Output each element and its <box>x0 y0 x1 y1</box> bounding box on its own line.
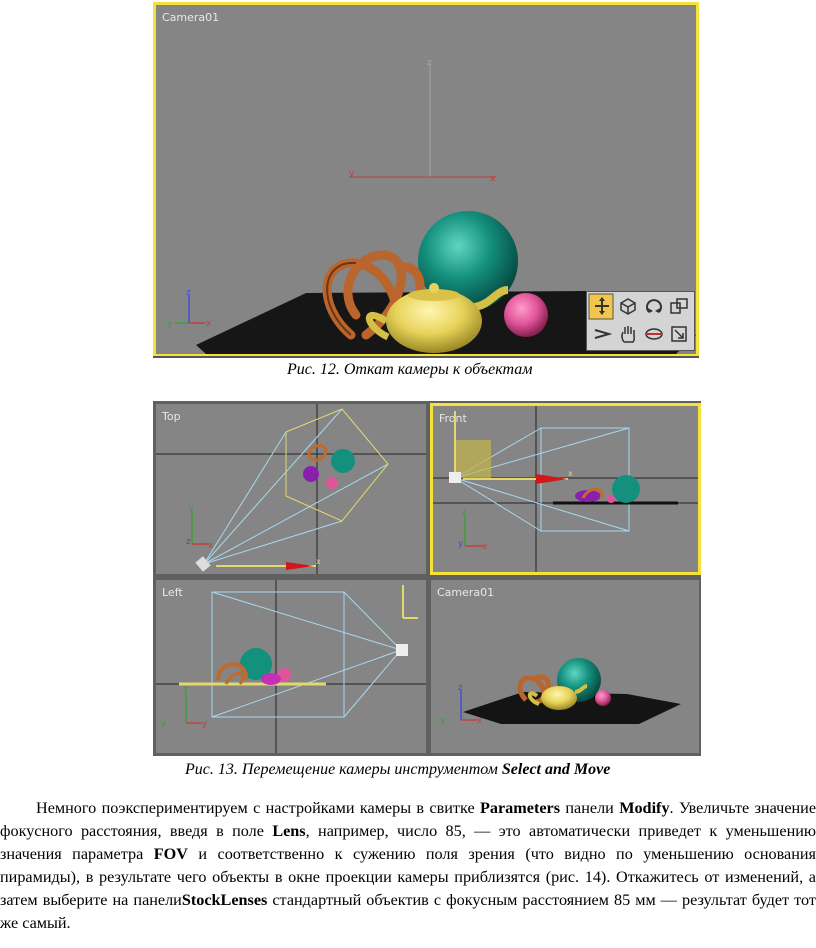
top-scene <box>156 404 426 574</box>
viewport-navigation-panel <box>586 291 695 351</box>
left-scene <box>156 580 426 753</box>
para-term-stocklenses: StockLenses <box>181 891 268 909</box>
para-text-5: и соответственно к сужению поля зрения (что видно по уменьшению основания пирамиды), в результате чего объекты в окне проекции камеры приблизятся (рис. 14). Откажитесь от изменений, а затем выберите на панели <box>0 845 816 909</box>
svg-text:z: z <box>462 507 467 517</box>
svg-text:y: y <box>167 319 173 329</box>
svg-text:x: x <box>477 716 483 726</box>
viewport-label-top: Top <box>162 410 181 423</box>
para-term-lens: Lens <box>272 822 306 840</box>
figure13-caption-tool: Select and Move <box>501 761 611 778</box>
viewport-label-camera: Camera01 <box>437 586 495 599</box>
svg-text:z: z <box>183 685 188 695</box>
figure13-caption <box>185 761 610 779</box>
svg-text:x: x <box>482 542 488 552</box>
move-icon[interactable] <box>592 296 612 316</box>
camera01-viewport-small[interactable] <box>431 580 699 753</box>
svg-text:x: x <box>316 557 321 566</box>
camera01-viewport-large[interactable] <box>153 2 699 357</box>
svg-text:y: y <box>161 719 167 729</box>
para-text-2: панели <box>560 799 620 817</box>
figure12-caption: Рис. 12. Откат камеры к объектам <box>287 361 533 378</box>
svg-text:z: z <box>186 537 191 547</box>
viewport-label-front: Front <box>439 412 467 425</box>
para-term-parameters: Parameters <box>480 799 561 817</box>
maximize-icon[interactable] <box>669 296 689 316</box>
svg-text:z: z <box>427 58 432 68</box>
para-text-6: стандартный объектив с фокусным расстоянием 85 мм — результат будет тот же самый. <box>0 891 816 932</box>
para-text-1: Немного поэкспериментируем с настройками камеры в свитке <box>36 799 481 817</box>
svg-text:y: y <box>349 169 355 179</box>
body-paragraph <box>0 797 816 935</box>
viewport-label-left: Left <box>162 586 183 599</box>
svg-text:y: y <box>458 539 464 549</box>
para-term-modify: Modify <box>619 799 670 817</box>
svg-text:y: y <box>189 503 195 513</box>
svg-text:x: x <box>208 541 214 551</box>
svg-text:x: x <box>206 319 212 329</box>
para-term-fov: FOV <box>153 845 188 863</box>
left-viewport[interactable] <box>156 580 426 753</box>
roll-icon[interactable] <box>644 324 664 344</box>
svg-text:x: x <box>568 469 573 478</box>
svg-text:y: y <box>202 719 208 729</box>
viewport-label: Camera01 <box>162 11 220 24</box>
field-of-view-icon[interactable] <box>644 296 664 316</box>
svg-text:z: z <box>458 683 463 693</box>
para-text-4: , например, число 85, — это автоматически приведет к уменьшению значения параметра <box>0 822 816 863</box>
svg-text:y: y <box>440 716 446 726</box>
pan-hand-icon[interactable] <box>618 324 638 344</box>
ruler-strip <box>153 356 699 358</box>
top-viewport[interactable] <box>156 404 426 574</box>
dolly-icon[interactable] <box>669 324 689 344</box>
figure13-caption-text: Рис. 13. Перемещение камеры инструментом <box>185 761 502 778</box>
front-scene <box>433 406 698 572</box>
svg-text:x: x <box>490 174 496 184</box>
para-text-3: . Увеличьте значение фокусного расстояния, введя в поле <box>0 799 816 840</box>
camera-icon[interactable] <box>592 324 612 344</box>
orbit-icon[interactable] <box>618 296 638 316</box>
svg-text:z: z <box>186 288 191 298</box>
camera-small-scene <box>431 580 699 753</box>
front-viewport[interactable] <box>430 403 701 575</box>
